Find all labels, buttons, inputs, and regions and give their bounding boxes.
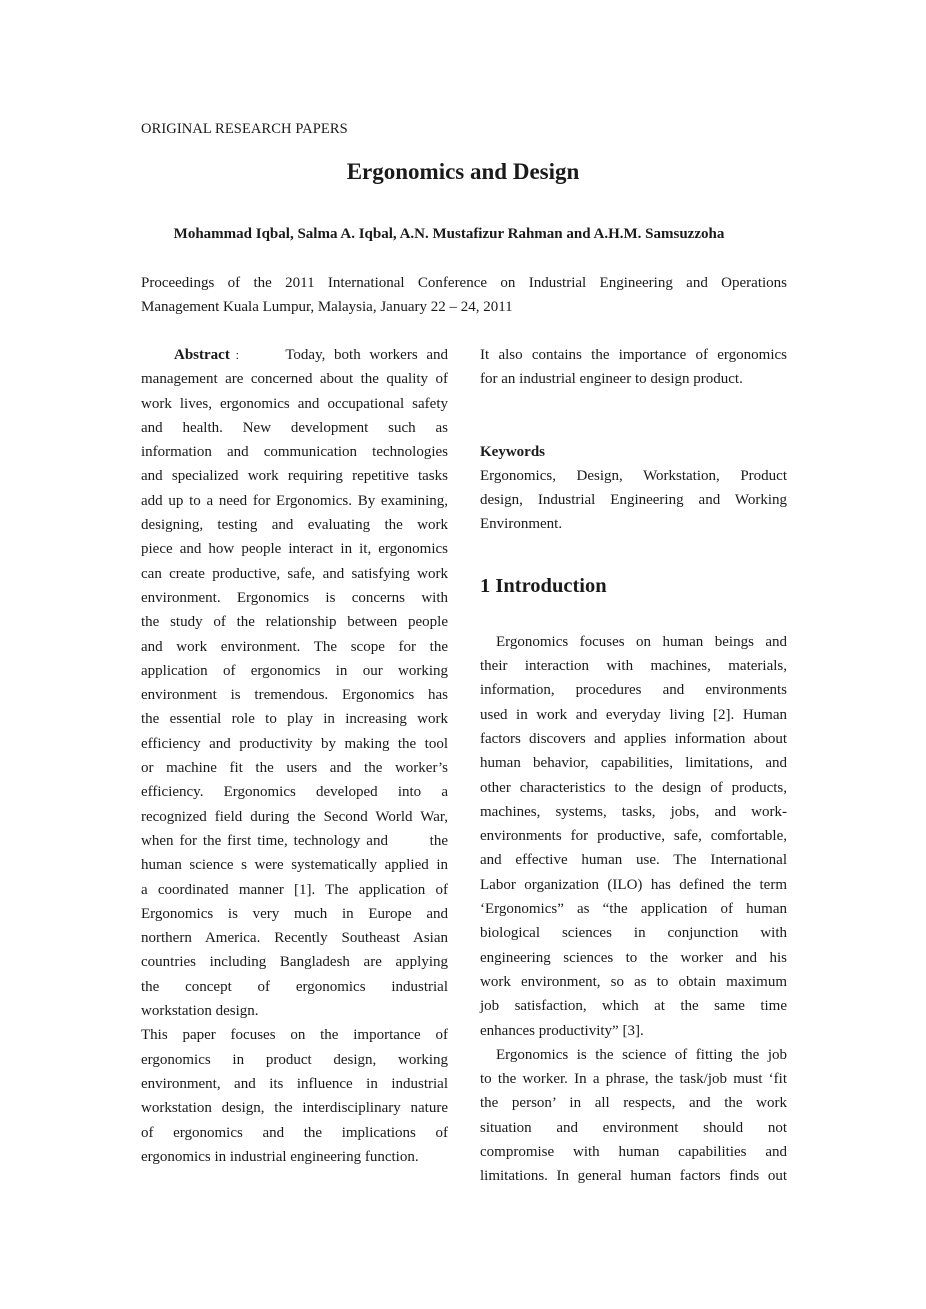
abstract-line: countries including Bangladesh are applying <box>141 954 448 971</box>
abstract-line: add up to a need for Ergonomics. By examining, <box>141 492 448 509</box>
right-column <box>480 343 787 1189</box>
abstract-line: ergonomics in product design, working <box>141 1051 448 1068</box>
intro-line: human behavior, capabilities, limitations, and <box>480 755 787 772</box>
intro-line: information, procedures and environments <box>480 682 787 699</box>
intro-line: biological sciences in conjunction with <box>480 925 787 942</box>
abstract-separator: ： <box>229 350 251 362</box>
keywords-line: Environment. <box>480 516 563 533</box>
abstract-line: Today, both workers and <box>285 347 448 363</box>
abstract-line: environment, and its influence in industrial <box>141 1075 448 1092</box>
proceedings-citation <box>141 271 787 320</box>
abstract-line: application of ergonomics in our working <box>141 662 448 679</box>
intro-line: work environment, so as to obtain maximum <box>480 973 787 990</box>
abstract-line: piece and how people interact in it, ergonomics <box>141 541 448 558</box>
abstract-line: management are concerned about the quality of <box>141 371 448 388</box>
abstract-line: Ergonomics is very much in Europe and <box>141 905 448 922</box>
intro-line: and effective human use. The International <box>480 852 787 869</box>
intro-line: Ergonomics focuses on human beings and <box>496 633 787 650</box>
abstract-line: information and communication technologies <box>141 444 448 461</box>
abstract-line: and specialized work requiring repetitive tasks <box>141 468 448 485</box>
intro-line: compromise with human capabilities and <box>480 1144 787 1161</box>
abstract-line: the concept of ergonomics industrial <box>141 978 448 995</box>
intro-line: used in work and everyday living [2]. Human <box>480 706 787 723</box>
intro-line: factors discovers and applies information about <box>480 730 787 747</box>
intro-line: machines, systems, tasks, jobs, and work- <box>480 803 787 820</box>
abstract-line: recognized field during the Second World War, <box>141 808 448 825</box>
abstract-line: when for the first time, technology and the <box>141 832 448 849</box>
abstract-line: workstation design. <box>141 1003 259 1020</box>
abstract-line: can create productive, safe, and satisfying work <box>141 565 448 582</box>
keywords-heading: Keywords <box>480 443 545 460</box>
intro-line: Labor organization (ILO) has defined the term <box>480 876 787 893</box>
abstract-line: and work environment. The scope for the <box>141 638 448 655</box>
abstract-label: Abstract <box>174 347 230 363</box>
paper-title: Ergonomics and Design <box>346 159 580 184</box>
abstract-line: work lives, ergonomics and occupational safety <box>141 395 448 412</box>
keywords-line: design, Industrial Engineering and Working <box>480 492 787 509</box>
abstract-line: or machine fit the users and the worker’s <box>141 760 448 777</box>
intro-line: situation and environment should not <box>480 1119 787 1136</box>
intro-line: job satisfaction, which at the same time <box>480 998 787 1015</box>
abstract-line: designing, testing and evaluating the work <box>141 517 448 534</box>
author-list: Mohammad Iqbal, Salma A. Iqbal, A.N. Mustafizur Rahman and A.H.M. Samsuzzoha <box>173 226 725 242</box>
abstract-line: This paper focuses on the importance of <box>141 1027 448 1044</box>
abstract-line: environment is tremendous. Ergonomics has <box>141 687 448 704</box>
abstract-continuation-line: for an industrial engineer to design product. <box>480 371 743 388</box>
keywords-line: Ergonomics, Design, Workstation, Product <box>480 467 787 484</box>
proceedings-line: Proceedings of the 2011 International Conference on Industrial Engineering and Operations <box>141 275 787 291</box>
intro-line: enhances productivity” [3]. <box>480 1022 644 1039</box>
section-label: ORIGINAL RESEARCH PAPERS <box>141 121 348 137</box>
abstract-line: of ergonomics and the implications of <box>141 1124 448 1141</box>
abstract-line: and health. New development such as <box>141 419 448 436</box>
abstract-continuation-line: It also contains the importance of ergonomics <box>480 347 787 363</box>
abstract-line: efficiency. Ergonomics developed into a <box>141 784 448 801</box>
abstract-line: a coordinated manner [1]. The application of <box>141 881 448 898</box>
intro-line: the person’ in all respects, and the work <box>480 1095 787 1112</box>
intro-line: limitations. In general human factors finds out <box>480 1168 787 1185</box>
abstract-column <box>141 343 448 1169</box>
abstract-line: ergonomics in industrial engineering function. <box>141 1148 419 1165</box>
abstract-line: northern America. Recently Southeast Asian <box>141 930 448 947</box>
intro-line: engineering sciences to the worker and his <box>480 949 787 966</box>
intro-line: environments for productive, safe, comfortable, <box>480 828 787 845</box>
intro-line: other characteristics to the design of products, <box>480 779 787 796</box>
proceedings-line: Management Kuala Lumpur, Malaysia, January 22 – 24, 2011 <box>141 299 513 316</box>
abstract-first-line <box>141 343 448 367</box>
abstract-line: workstation design, the interdisciplinary nature <box>141 1100 448 1117</box>
abstract-line: efficiency and productivity by making the tool <box>141 735 448 752</box>
abstract-line: human science s were systematically applied in <box>141 857 448 874</box>
intro-line: Ergonomics is the science of fitting the job <box>496 1046 787 1063</box>
intro-line: ‘Ergonomics” as “the application of human <box>480 901 787 918</box>
abstract-line: the study of the relationship between people <box>141 614 448 631</box>
section-heading-introduction: 1 Introduction <box>480 574 607 597</box>
abstract-line: the essential role to play in increasing work <box>141 711 448 728</box>
abstract-line: environment. Ergonomics is concerns with <box>141 589 448 606</box>
intro-line: their interaction with machines, materials, <box>480 658 787 675</box>
intro-line: to the worker. In a phrase, the task/job must ‘fit <box>480 1071 787 1088</box>
